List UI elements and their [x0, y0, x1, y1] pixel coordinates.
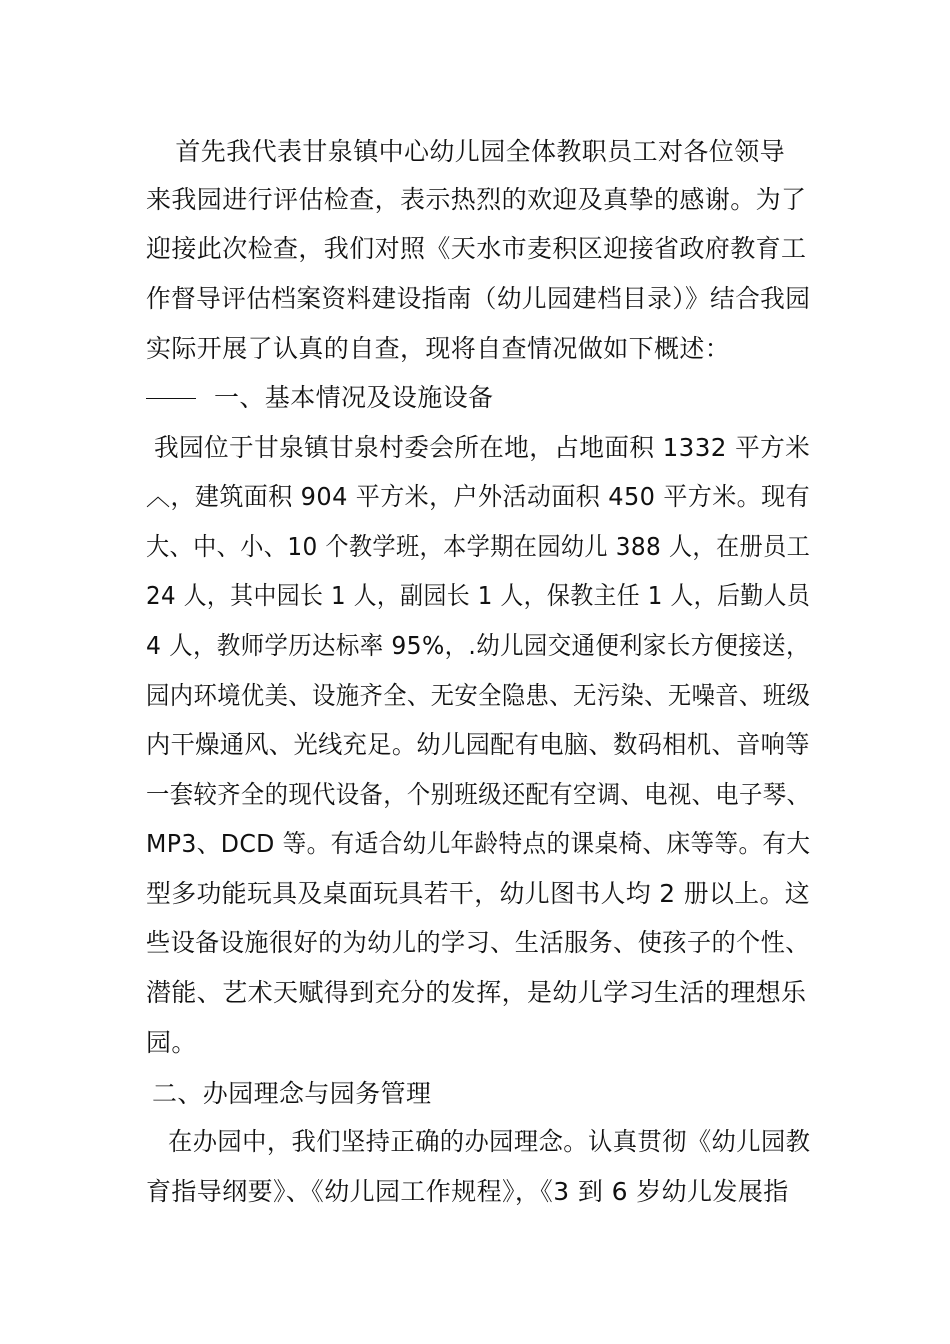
- paragraph-line: 些设备设施很好的为幼儿的学习、生活服务、使孩子的个性、: [146, 928, 810, 957]
- paragraph-line: 潜能、艺术天赋得到充分的发挥，是幼儿学习生活的理想乐: [146, 978, 807, 1007]
- paragraph-line: MP3、DCD 等。有适合幼儿年龄特点的课桌椅、床等等。有大: [146, 829, 811, 858]
- paragraph-line: 迎接此次检查，我们对照《天水市麦积区迎接省政府教育工: [146, 234, 807, 263]
- paragraph-line: 实际开展了认真的自查，现将自查情况做如下概述：: [146, 334, 731, 363]
- paragraph-line: 型多功能玩具及桌面玩具若干，幼儿图书人均 2 册以上。这: [146, 879, 811, 908]
- paragraph-line: 在办园中，我们坚持正确的办园理念。认真贯彻《幼儿园教: [168, 1127, 811, 1156]
- paragraph-line: 我园位于甘泉镇甘泉村委会所在地，占地面积 1332 平方米: [154, 433, 811, 462]
- section-heading: 一、基本情况及设施设备: [214, 383, 494, 412]
- paragraph-line: 来我园进行评估检查，表示热烈的欢迎及真挚的感谢。为了: [146, 185, 807, 214]
- paragraph-line: 大、中、小、10 个教学班，本学期在园幼儿 388 人，在册员工: [146, 532, 811, 561]
- section-heading: 二、办园理念与园务管理: [152, 1079, 432, 1108]
- paragraph-line: 作督导评估档案资料建设指南（幼儿园建档目录）》结合我园: [146, 284, 811, 313]
- paragraph-line: 内干燥通风、光线充足。幼儿园配有电脑、数码相机、音响等: [146, 730, 810, 759]
- paragraph-line: ︿，建筑面积 904 平方米，户外活动面积 450 平方米。现有: [146, 482, 811, 511]
- paragraph-line: 育指导纲要》、《幼儿园工作规程》，《3 到 6 岁幼儿发展指: [146, 1177, 789, 1206]
- heading-dash: [146, 398, 196, 399]
- paragraph-line: 园。: [146, 1028, 197, 1057]
- paragraph-line: 4 人，教师学历达标率 95%，.幼儿园交通便利家长方便接送，: [146, 631, 810, 660]
- paragraph-line: 24 人，其中园长 1 人，副园长 1 人，保教主任 1 人，后勤人员: [146, 581, 811, 610]
- paragraph-line: 园内环境优美、设施齐全、无安全隐患、无污染、无噪音、班级: [146, 681, 811, 710]
- paragraph-line: 首先我代表甘泉镇中心幼儿园全体教职员工对各位领导: [150, 137, 786, 166]
- paragraph-line: 一套较齐全的现代设备，个别班级还配有空调、电视、电子琴、: [146, 780, 811, 809]
